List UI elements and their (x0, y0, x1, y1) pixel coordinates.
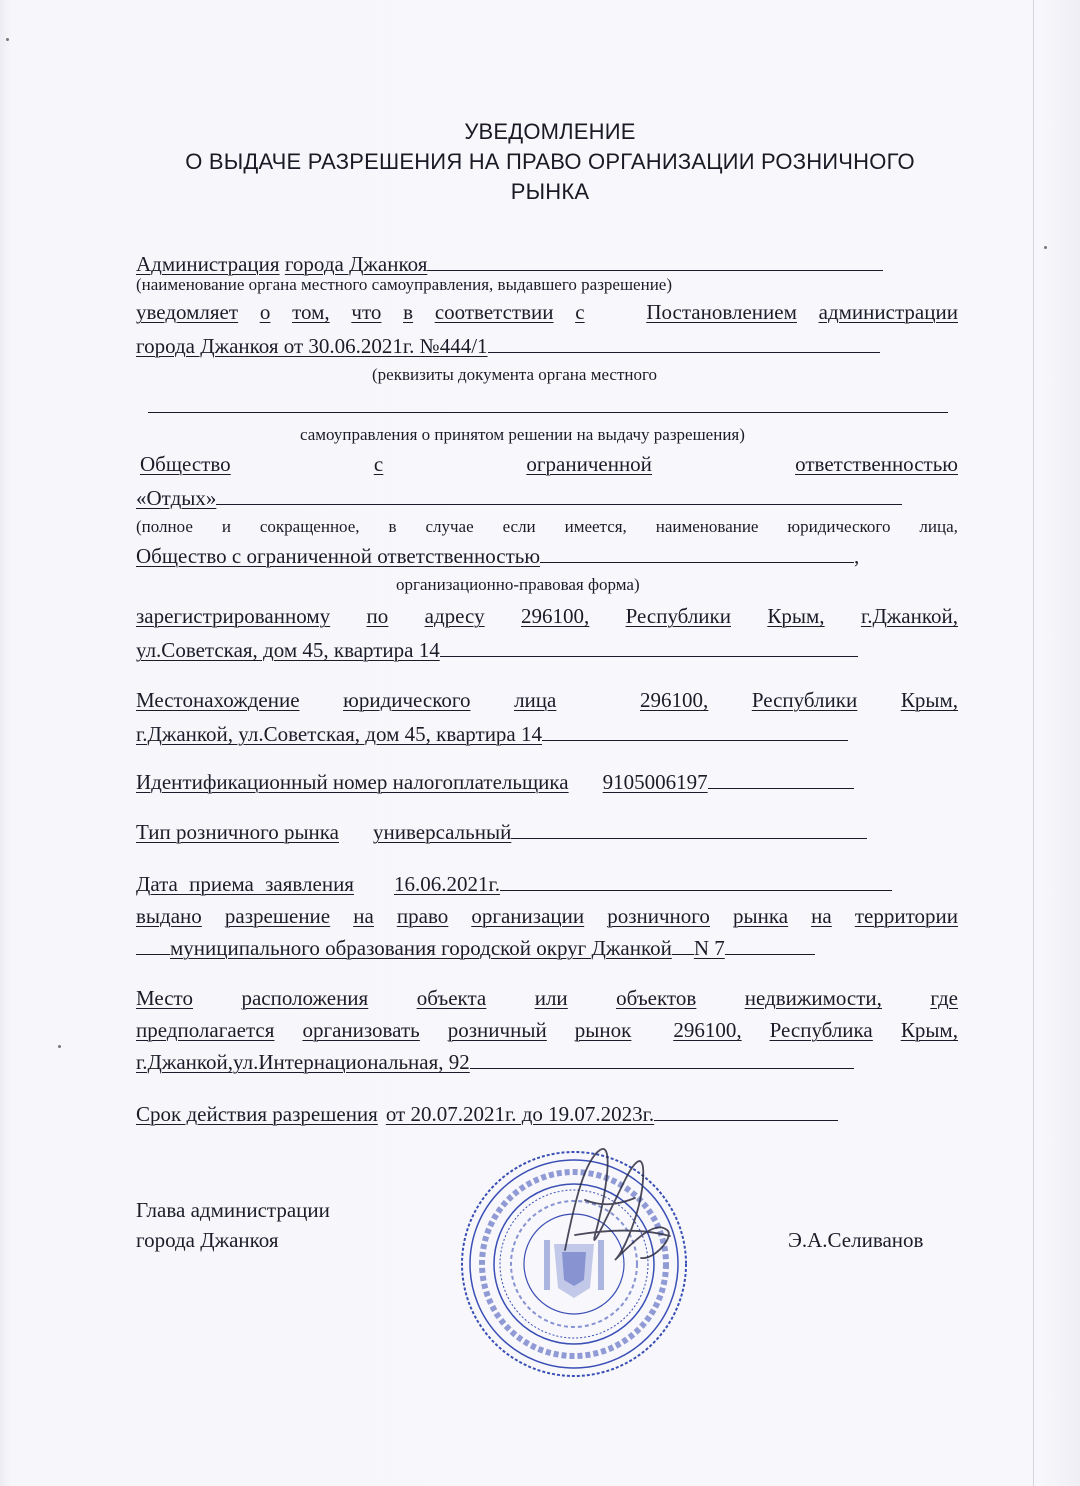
signatory-position-1: Глава администрации (136, 1198, 330, 1222)
word: предполагается (136, 1018, 275, 1042)
market-place-address: г.Джанкой,ул.Интернациональная, 92 (136, 1050, 470, 1074)
signatory-position-2: города Джанкоя (136, 1228, 279, 1252)
word: юридического (787, 517, 891, 536)
inn-value: 9105006197 (602, 770, 708, 794)
market-type-line (136, 816, 867, 846)
location-line-1 (136, 686, 958, 714)
word: разрешение (224, 904, 331, 928)
word: Место (136, 986, 193, 1010)
word: организовать (302, 1018, 420, 1042)
word: 296100, (639, 688, 709, 712)
word: о (259, 300, 271, 324)
word: Местонахождение (136, 688, 300, 712)
word: с (373, 452, 384, 476)
document-title (140, 117, 960, 207)
word: зарегистрированному (136, 604, 331, 628)
notice-line-1 (136, 298, 958, 326)
title-line-1: УВЕДОМЛЕНИЕ (464, 119, 636, 144)
permit-line-1 (136, 902, 958, 930)
word: расположения (241, 986, 369, 1010)
place-line-1 (136, 984, 958, 1012)
word: том, (292, 300, 330, 324)
blank-line (148, 412, 948, 413)
word: сокращенное, (259, 517, 360, 536)
word: лица (514, 688, 557, 712)
blank-line (136, 932, 170, 955)
registered-address: ул.Советская, дом 45, квартира 14 (136, 638, 440, 662)
organization-hint-2: организационно-правовая форма) (396, 575, 640, 594)
word: или (534, 986, 568, 1010)
word: г.Джанкой, (860, 604, 958, 628)
word: уведомляет (136, 300, 239, 324)
validity-line (136, 1098, 838, 1128)
validity-label: Срок действия разрешения (136, 1102, 378, 1126)
scan-speck (6, 38, 9, 41)
application-date-value: 16.06.2021г. (393, 872, 500, 896)
word: на (811, 904, 832, 928)
blank-line (216, 482, 902, 505)
municipality: муниципального образования городской округ Джанкой (170, 936, 672, 960)
word: Республики (751, 688, 858, 712)
word: соответствии (434, 300, 554, 324)
scan-speck (1044, 246, 1047, 249)
place-line-3 (136, 1046, 854, 1076)
word: в (403, 300, 414, 324)
word: случае (425, 517, 474, 536)
word: Постановлением (646, 300, 797, 324)
location-address: г.Джанкой, ул.Советская, дом 45, квартира 14 (136, 722, 543, 746)
blank-line (470, 1046, 854, 1069)
notice-hint-1: (реквизиты документа органа местного (372, 365, 658, 384)
blank-line (672, 932, 694, 955)
organization-form-line: Общество с ограниченной ответственностью , (136, 540, 859, 570)
word: где (930, 986, 958, 1010)
word: недвижимости, (744, 986, 882, 1010)
market-type-value: универсальный (373, 820, 512, 844)
location-line-2 (136, 718, 848, 748)
blank-line (488, 330, 880, 353)
authority-hint: (наименование органа местного самоуправления, выдавшего разрешение) (136, 275, 672, 294)
scan-edge (1033, 0, 1034, 1486)
word: имеется, (564, 517, 627, 536)
title-line-3: РЫНКА (510, 179, 590, 204)
registered-line-1 (136, 602, 958, 630)
blank-line (427, 248, 883, 271)
blank-line (542, 718, 848, 741)
word: ответственностью (795, 452, 958, 476)
word: лица, (919, 517, 958, 536)
word: 296100, (673, 1018, 742, 1042)
organization-hint-1 (136, 516, 958, 538)
word: Крым, (767, 604, 825, 628)
authority-city: города Джанкоя (284, 252, 428, 276)
scan-speck (58, 1045, 61, 1048)
permit-line-2 (136, 932, 815, 962)
word: выдано (136, 904, 202, 928)
word: и (221, 517, 231, 536)
word: Крым, (900, 688, 958, 712)
word: юридического (343, 688, 471, 712)
blank-line (440, 634, 858, 657)
word: территории (854, 904, 958, 928)
word: Республики (625, 604, 731, 628)
notice-line-2 (136, 330, 880, 360)
registered-line-2 (136, 634, 858, 664)
blank-line (540, 540, 854, 563)
word: Республика (769, 1018, 873, 1042)
word: (полное (136, 517, 193, 536)
word: Общество (140, 452, 231, 476)
blank-line (511, 816, 867, 839)
decree-reference: города Джанкоя от 30.06.2021г. №444/1 (136, 334, 488, 358)
word: наименование (655, 517, 759, 536)
authority-word: Администрация (136, 252, 280, 276)
market-type-label: Тип розничного рынка (136, 820, 339, 844)
inn-line (136, 766, 854, 796)
word: право (396, 904, 449, 928)
application-date-line (136, 868, 892, 898)
handwritten-signature (545, 1140, 685, 1290)
word: администрации (818, 300, 958, 324)
organization-short-name: «Отдых» (136, 486, 217, 510)
word: розничного (607, 904, 710, 928)
blank-line (708, 766, 854, 789)
inn-label: Идентификационный номер налогоплательщика (136, 770, 569, 794)
word: объектов (616, 986, 697, 1010)
word: объекта (416, 986, 487, 1010)
word: что (351, 300, 382, 324)
organization-line-1 (140, 450, 958, 478)
permit-number: N 7 (693, 936, 725, 960)
word: если (502, 517, 536, 536)
word: организации (471, 904, 585, 928)
word: с (575, 300, 585, 324)
word: розничный (447, 1018, 547, 1042)
word: по (366, 604, 389, 628)
word: 296100, (520, 604, 590, 628)
application-date-label: Дата приема заявления (136, 872, 354, 896)
place-line-2 (136, 1016, 958, 1044)
word: Крым, (900, 1018, 958, 1042)
blank-line (725, 932, 815, 955)
word: на (353, 904, 374, 928)
word: рынка (733, 904, 789, 928)
blank-line (654, 1098, 838, 1121)
validity-value: от 20.07.2021г. до 19.07.2023г. (385, 1102, 655, 1126)
word: рынок (574, 1018, 632, 1042)
organization-form: Общество с ограниченной ответственностью (136, 544, 541, 568)
notice-hint-2: самоуправления о принятом решении на выдачу разрешения) (300, 425, 745, 444)
organization-line-2 (136, 482, 902, 512)
word: адресу (424, 604, 485, 628)
signatory-name: Э.А.Селиванов (788, 1228, 924, 1252)
blank-line (500, 868, 892, 891)
title-line-2: О ВЫДАЧЕ РАЗРЕШЕНИЯ НА ПРАВО ОРГАНИЗАЦИИ РОЗНИЧНОГО (185, 149, 915, 174)
word: ограниченной (526, 452, 652, 476)
word: в (388, 517, 397, 536)
